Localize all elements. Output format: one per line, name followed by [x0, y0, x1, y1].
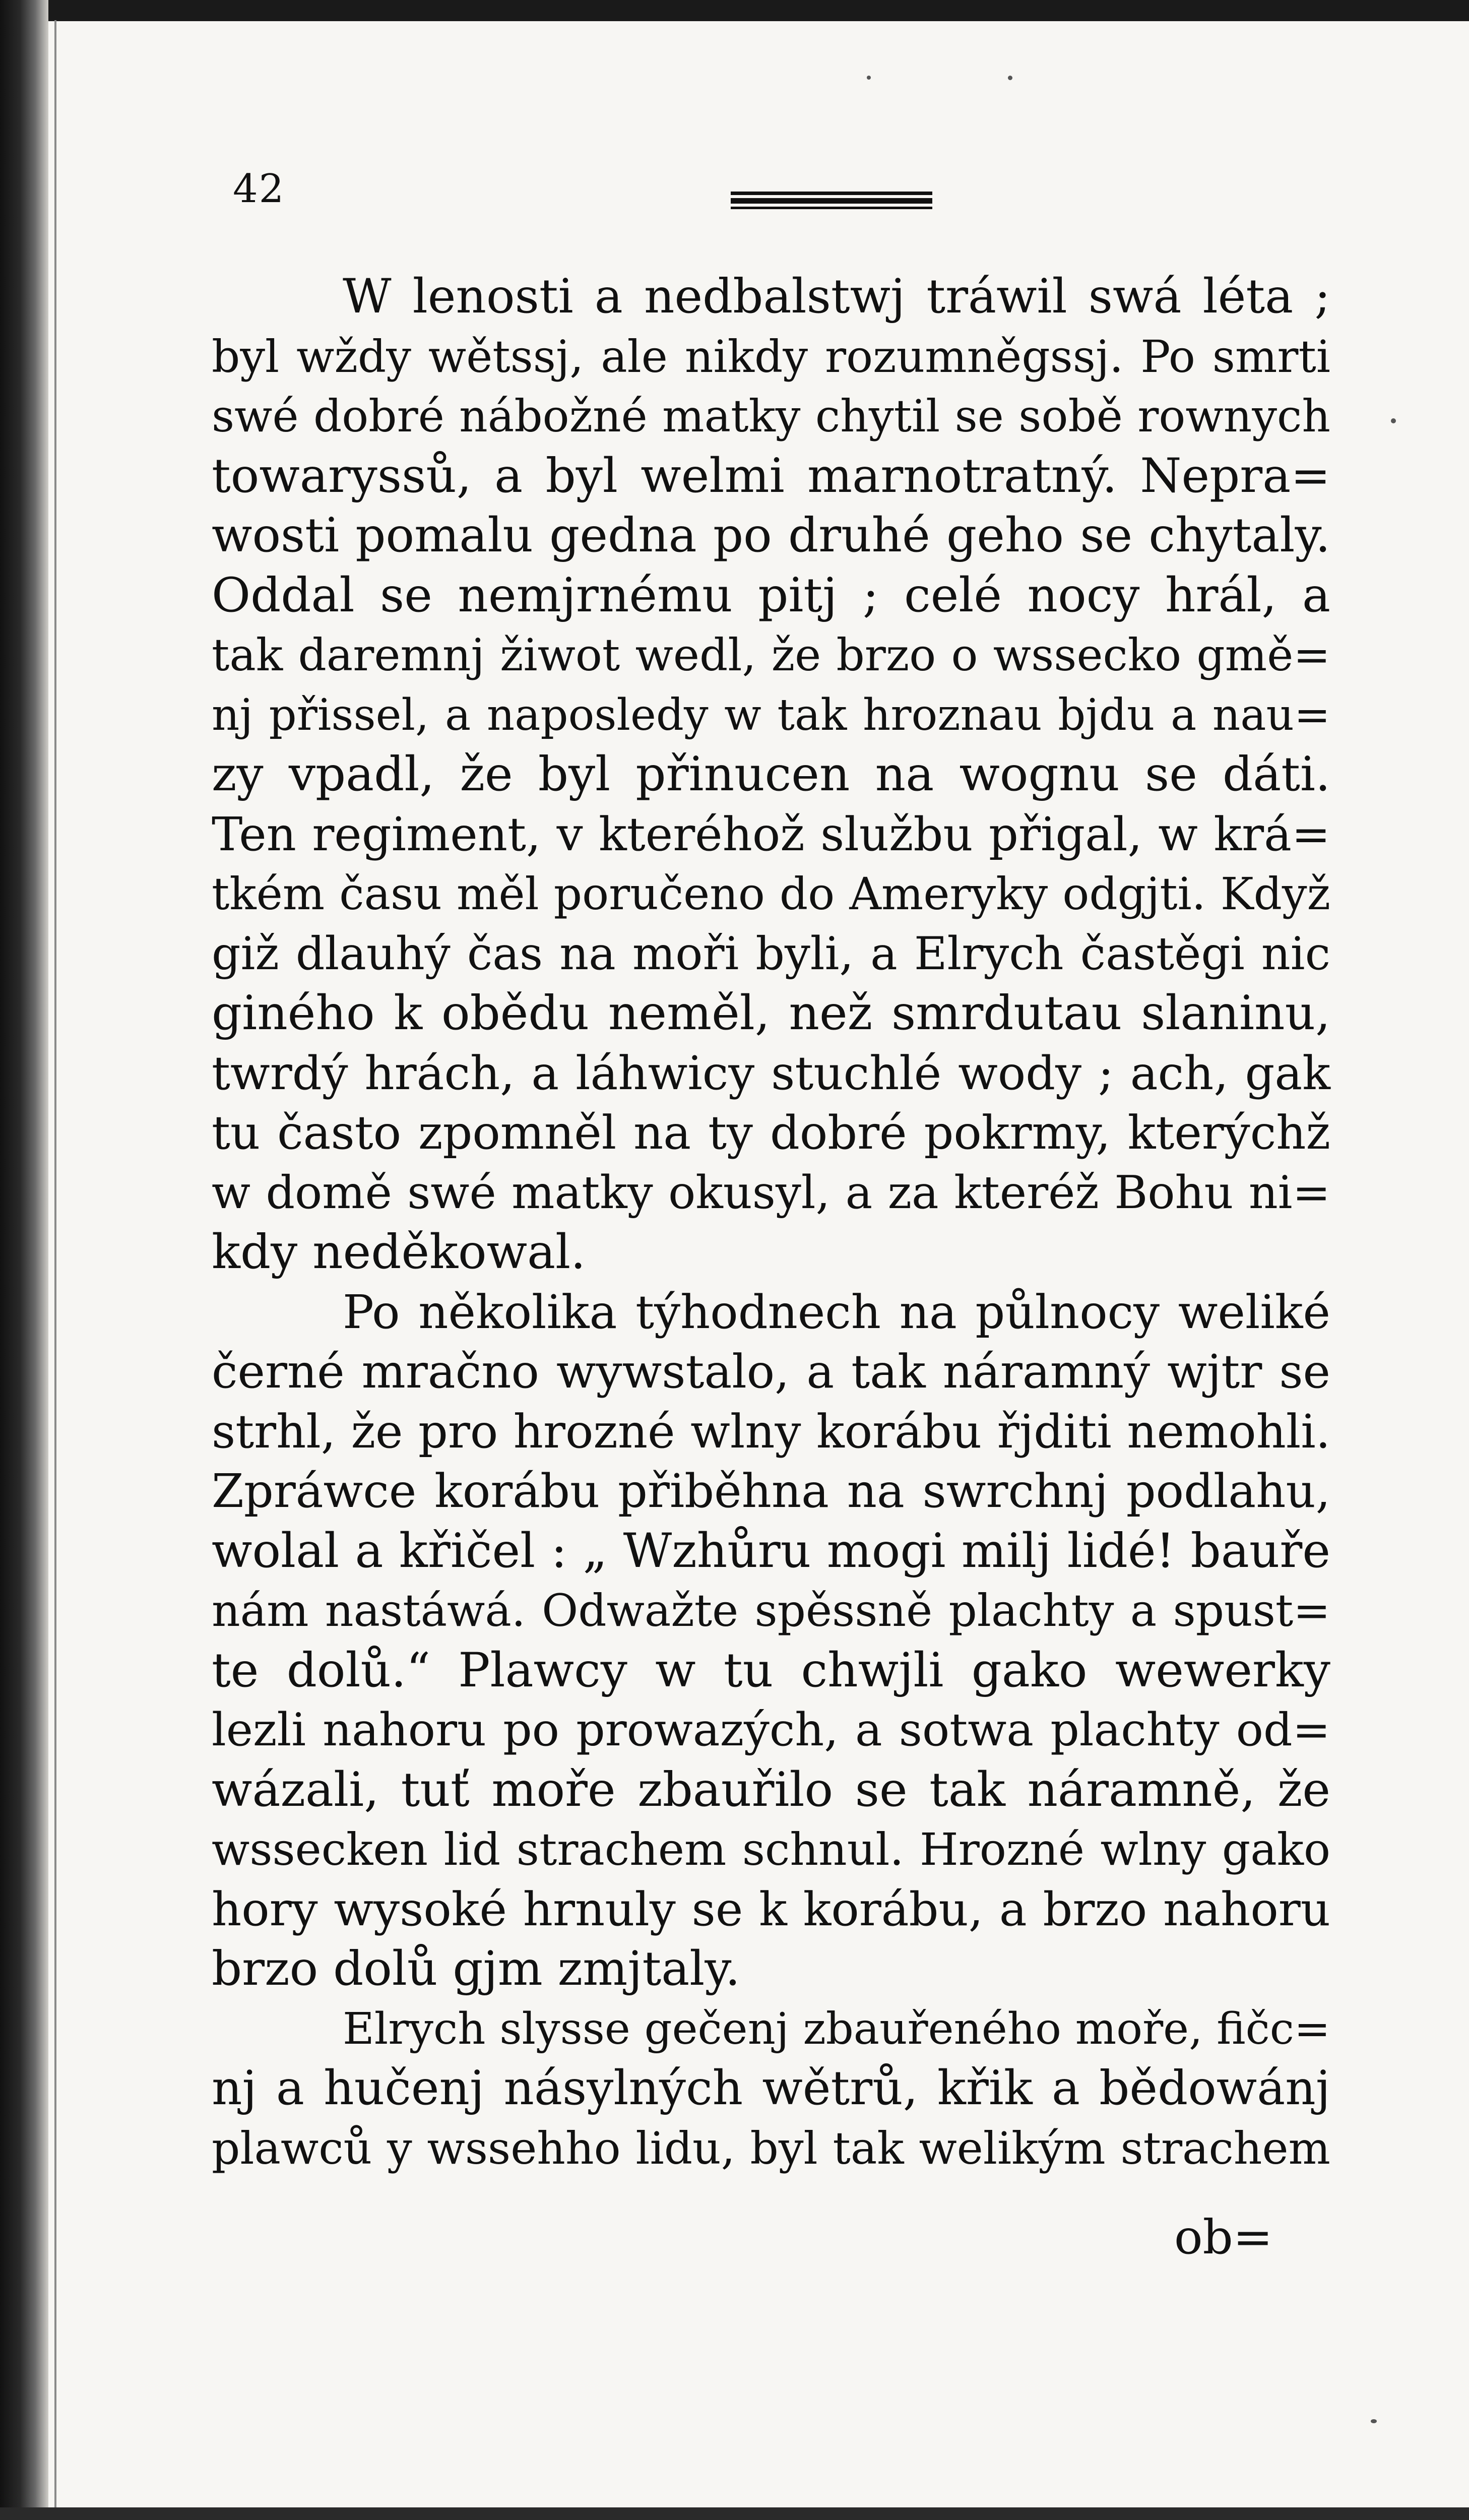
text-line: wolal a křičel : „ Wzhůru mogi milj lidé! bauře — [212, 1523, 1330, 1579]
text-line: Oddal se nemjrnému pitj ; celé nocy hrál, a — [212, 568, 1330, 623]
scan-left-border — [0, 0, 48, 2520]
text-line: kdy neděkowal. — [212, 1225, 586, 1280]
catchword: ob= — [1174, 2210, 1273, 2265]
text-line: zy vpadl, že byl přinucen na wognu se dáti. — [212, 747, 1330, 802]
scan-bottom-border — [0, 2507, 1469, 2520]
paper-speck — [1391, 418, 1396, 423]
text-line: tkém času měl poručeno do Ameryky odgjti. Když — [212, 868, 1330, 920]
text-line: nám nastáwá. Odwažte spěssně plachty a spust= — [212, 1585, 1330, 1636]
text-line: nj přissel, a naposledy w tak hroznau bjdu a nau= — [212, 689, 1330, 740]
text-line: wssecken lid strachem schnul. Hrozné wlny gako — [212, 1823, 1330, 1875]
page-fold-line — [54, 20, 56, 2520]
scan-top-border — [0, 0, 1469, 21]
paper-speck — [1008, 76, 1012, 80]
text-line: towaryssů, a byl welmi marnotratný. Nepra= — [212, 448, 1330, 503]
text-line: strhl, že pro hrozné wlny korábu řjditi nemohli. — [212, 1404, 1330, 1459]
text-line: nj a hučenj násylných wětrů, křik a bědowánj — [212, 2061, 1330, 2116]
text-line: brzo dolů gjm zmjtaly. — [212, 1941, 740, 1996]
text-line: w domě swé matky okusyl, a za kteréž Bohu ni= — [212, 1166, 1330, 1219]
text-line: Zpráwce korábu přiběhna na swrchnj podlahu, — [212, 1464, 1330, 1518]
text-line: tak daremnj žiwot wedl, že brzo o wssecko gmě= — [212, 629, 1330, 681]
text-line: hory wysoké hrnuly se k korábu, a brzo nahoru — [212, 1882, 1330, 1936]
text-line: twrdý hrách, a láhwicy stuchlé wody ; ach, gak — [212, 1046, 1330, 1100]
text-line: swé dobré nábožné matky chytil se sobě rownych — [212, 390, 1330, 442]
text-line: te dolů.“ Plawcy w tu chwjli gako wewerky — [212, 1643, 1330, 1698]
header-ornament-rule — [731, 192, 932, 210]
text-line: giž dlauhý čas na moři byli, a Elrych častěgi nic — [212, 927, 1330, 980]
text-line: Po několika týhodnech na půlnocy weliké — [343, 1285, 1330, 1339]
text-line: Ten regiment, v kteréhož službu přigal, w krá= — [212, 807, 1330, 861]
text-line: tu často zpomněl na ty dobré pokrmy, kterýchž — [212, 1106, 1330, 1160]
text-line: giného k obědu neměl, než smrdutau slaninu, — [212, 986, 1330, 1041]
paper-speck — [867, 76, 871, 80]
text-line: wázali, tuť moře zbauřilo se tak náramně, že — [212, 1762, 1330, 1817]
text-line: černé mračno wywstalo, a tak náramný wjtr se — [212, 1345, 1330, 1399]
text-line: Elrych slysse gečenj zbauřeného moře, fičc= — [343, 2003, 1330, 2054]
text-line: byl wždy wětssj, ale nikdy rozumněgssj. Po smrti — [212, 330, 1330, 383]
paper-speck — [1371, 2419, 1377, 2423]
text-line: wosti pomalu gedna po druhé geho se chytaly. — [212, 508, 1330, 563]
text-line: lezli nahoru po prowazých, a sotwa plachty od= — [212, 1704, 1330, 1756]
page-number: 42 — [233, 166, 285, 212]
body-text — [212, 267, 1330, 2178]
text-line: W lenosti a nedbalstwj tráwil swá léta ; — [343, 269, 1330, 324]
text-line: plawců y wssehho lidu, byl tak welikým strachem — [212, 2122, 1330, 2174]
